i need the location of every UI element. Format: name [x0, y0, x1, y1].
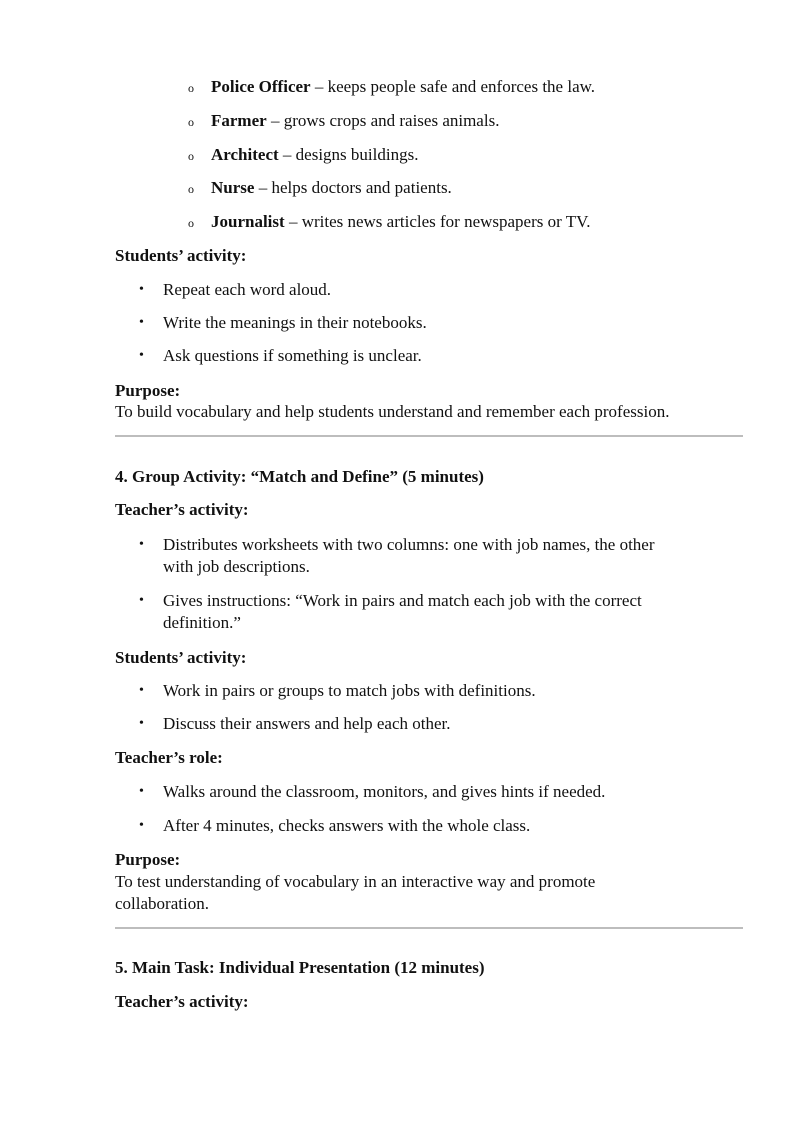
- profession-description: – helps doctors and patients.: [254, 178, 452, 197]
- list-item-line: Distributes worksheets with two columns: one with job names, the other: [163, 535, 655, 554]
- purpose-text: To build vocabulary and help students understand and remember each profession.: [115, 402, 670, 421]
- profession-description: – grows crops and raises animals.: [266, 111, 500, 130]
- profession-description: – writes news articles for newspapers or TV.: [284, 212, 591, 231]
- list-item-line: definition.”: [163, 613, 241, 632]
- list-item-line: Gives instructions: “Work in pairs and match each job with the correct: [163, 591, 642, 610]
- profession-name: Farmer: [211, 111, 267, 130]
- bullet-icon: •: [139, 593, 144, 608]
- list-item: Write the meanings in their notebooks.: [163, 313, 427, 332]
- bullet-icon: •: [139, 716, 144, 731]
- list-item: [211, 76, 595, 98]
- bullet-icon: •: [139, 537, 144, 552]
- list-item: After 4 minutes, checks answers with the whole class.: [163, 816, 531, 835]
- list-item: [211, 144, 418, 166]
- section-title: 4. Group Activity: “Match and Define” (5 minutes): [115, 467, 484, 486]
- circle-bullet-icon: o: [188, 149, 194, 163]
- students-activity-heading: Students’ activity:: [115, 648, 247, 667]
- bullet-icon: •: [139, 784, 144, 799]
- circle-bullet-icon: o: [188, 115, 194, 129]
- purpose-heading: Purpose:: [115, 850, 181, 869]
- bullet-icon: •: [139, 282, 144, 297]
- bullet-icon: •: [139, 348, 144, 363]
- list-item: Walks around the classroom, monitors, and gives hints if needed.: [163, 782, 606, 801]
- purpose-text: collaboration.: [115, 894, 209, 913]
- list-item: Discuss their answers and help each other.: [163, 714, 451, 733]
- teacher-activity-heading: Teacher’s activity:: [115, 500, 249, 519]
- list-item: [211, 177, 452, 199]
- profession-description: – keeps people safe and enforces the law.: [310, 77, 596, 96]
- section-divider: [115, 435, 743, 437]
- teacher-activity-heading: Teacher’s activity:: [115, 992, 249, 1011]
- purpose-heading: Purpose:: [115, 381, 181, 400]
- circle-bullet-icon: o: [188, 216, 194, 230]
- list-item: Ask questions if something is unclear.: [163, 346, 422, 365]
- bullet-icon: •: [139, 683, 144, 698]
- profession-description: – designs buildings.: [278, 145, 419, 164]
- circle-bullet-icon: o: [188, 182, 194, 196]
- circle-bullet-icon: o: [188, 81, 194, 95]
- list-item: Work in pairs or groups to match jobs with definitions.: [163, 681, 536, 700]
- teacher-role-heading: Teacher’s role:: [115, 748, 223, 767]
- list-item-line: with job descriptions.: [163, 557, 310, 576]
- bullet-icon: •: [139, 315, 144, 330]
- profession-name: Architect: [211, 145, 279, 164]
- profession-name: Journalist: [211, 212, 285, 231]
- profession-name: Nurse: [211, 178, 255, 197]
- section-divider: [115, 927, 743, 929]
- purpose-text: To test understanding of vocabulary in an interactive way and promote: [115, 872, 596, 891]
- list-item: [211, 211, 590, 233]
- profession-name: Police Officer: [211, 77, 311, 96]
- section-title: 5. Main Task: Individual Presentation (12 minutes): [115, 958, 485, 977]
- bullet-icon: •: [139, 818, 144, 833]
- students-activity-heading: Students’ activity:: [115, 246, 247, 265]
- list-item: [211, 110, 499, 132]
- list-item: Repeat each word aloud.: [163, 280, 332, 299]
